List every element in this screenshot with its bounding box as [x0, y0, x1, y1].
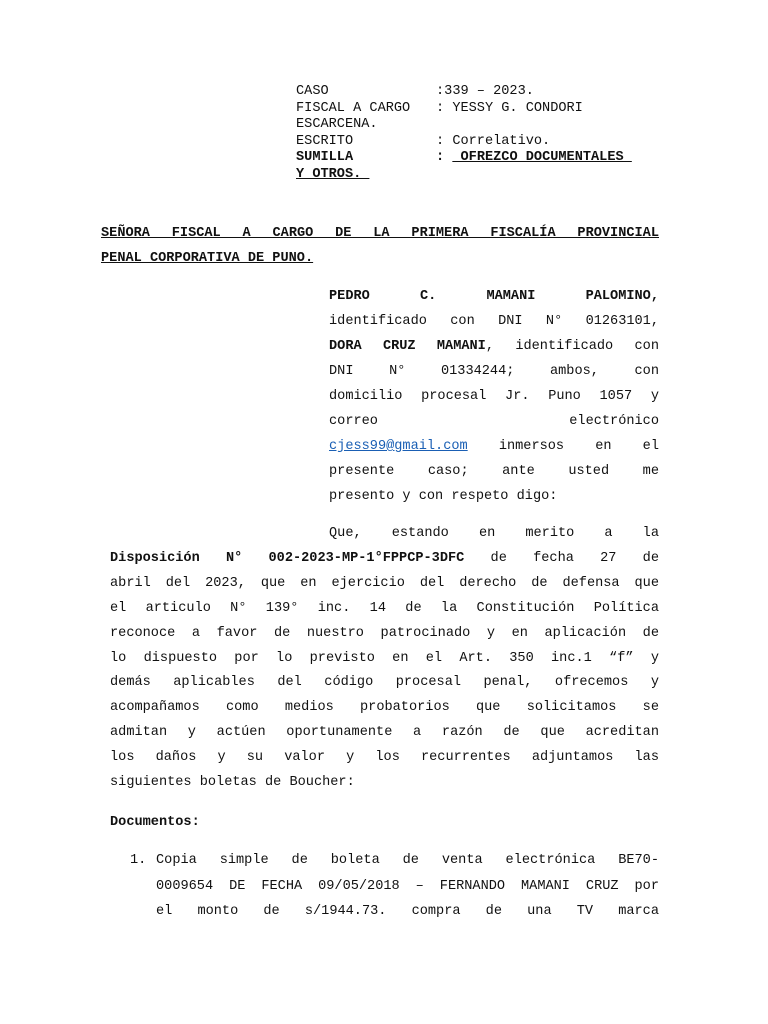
list-item-line-1: Copia simple de boleta de venta electrónica BE70-: [156, 853, 659, 868]
party-line-6: correo electrónico: [329, 414, 659, 429]
list-item-text: [156, 848, 659, 925]
sumilla-label: SUMILLA: [296, 150, 354, 166]
addressee-line-2: PENAL CORPORATIVA DE PUNO.: [101, 251, 314, 266]
disposition-ref: Disposición N° 002-2023-MP-1°FPPCP-3DFC: [110, 550, 465, 566]
case-label: CASO: [296, 84, 329, 99]
party-line-3-rest: , identificado con: [485, 339, 659, 354]
party-line-9: presento y con respeto digo:: [329, 489, 558, 504]
party-name-2: DORA CRUZ MAMANI: [329, 339, 486, 354]
fiscal-label: FISCAL A CARGO: [296, 100, 411, 116]
party-line-4: DNI N° 01334244; ambos, con: [329, 364, 659, 379]
body-line-2-rest: de fecha 27 de: [464, 550, 659, 566]
escrito-label: ESCRITO: [296, 133, 354, 149]
body-line-4: el articulo N° 139° inc. 14 de la Constitución Política: [110, 600, 659, 616]
party-line-7-rest: inmersos en el: [467, 439, 659, 454]
documents-list: [130, 848, 659, 925]
documents-title: Documentos:: [110, 815, 200, 830]
party-line-2: identificado con DNI N° 01263101,: [329, 314, 659, 329]
body-line-11: siguientes boletas de Boucher:: [110, 775, 355, 791]
party-line-5: domicilio procesal Jr. Puno 1057 y: [329, 389, 659, 404]
sumilla-sep: :: [436, 150, 445, 166]
body-line-6: lo dispuesto por lo previsto en el Art. 350 inc.1 “f” y: [110, 650, 659, 666]
list-item-line-2: 0009654 DE FECHA 09/05/2018 – FERNANDO MAMANI CRUZ por: [156, 878, 659, 894]
fiscal-value-cont: ESCARCENA.: [296, 117, 378, 133]
list-item-line-3: el monto de s/1944.73. compra de una TV marca: [156, 904, 659, 919]
body-line-3: abril del 2023, que en ejercicio del derecho de defensa que: [110, 575, 659, 591]
sumilla-row-cont: [296, 167, 676, 184]
escrito-value: : Correlativo.: [436, 133, 551, 149]
body-line-10: los daños y su valor y los recurrentes adjuntamos las: [110, 750, 659, 766]
addressee-line-1: SEÑORA FISCAL A CARGO DE LA PRIMERA FISCALÍA PROVINCIAL: [101, 226, 659, 241]
body-line-7: demás aplicables del código procesal penal, ofrecemos y: [110, 675, 659, 691]
body-line-1: Que, estando en merito a la: [329, 526, 659, 541]
sumilla-value-1: OFREZCO DOCUMENTALES: [452, 150, 632, 166]
party-line-1: PEDRO C. MAMANI PALOMINO,: [329, 289, 659, 304]
body-line-9: admitan y actúen oportunamente a razón de que acreditan: [110, 725, 659, 741]
body-line-5: reconoce a favor de nuestro patrocinado y en aplicación de: [110, 625, 659, 641]
email-link[interactable]: cjess99@gmail.com: [329, 439, 468, 454]
body-line-2: [110, 547, 659, 572]
addressee: [101, 221, 659, 271]
list-item: [130, 848, 659, 925]
body-paragraph: [110, 522, 659, 796]
fiscal-value: : YESSY G. CONDORI: [436, 100, 583, 116]
sumilla-value-2: Y OTROS.: [296, 166, 370, 182]
party-line-7: [329, 434, 659, 459]
party-line-3: [329, 334, 659, 359]
case-row: [296, 84, 676, 101]
escrito-row: [296, 134, 676, 151]
body-line-8: acompañamos como medios probatorios que solicitamos se: [110, 700, 659, 716]
case-header: [296, 84, 676, 184]
fiscal-row: [296, 101, 676, 118]
sumilla-row: [296, 150, 676, 167]
list-item-number: 1.: [130, 853, 147, 868]
fiscal-row-cont: [296, 117, 676, 134]
party-line-8: presente caso; ante usted me: [329, 464, 659, 479]
party-block: [329, 284, 659, 509]
case-value: :339 – 2023.: [436, 84, 534, 99]
